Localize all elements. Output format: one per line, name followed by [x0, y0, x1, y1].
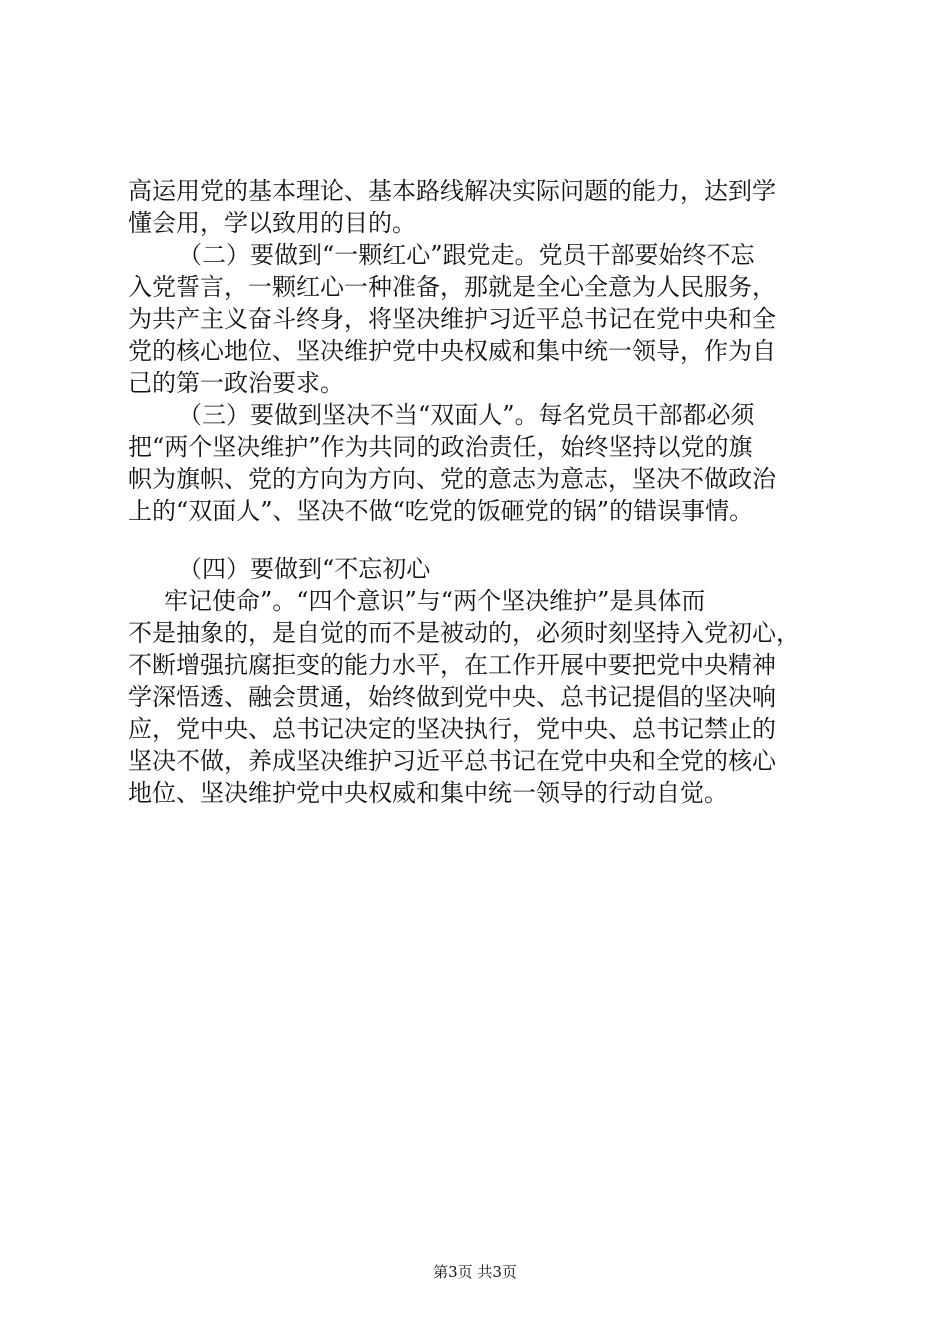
paragraph-heading-3: （三）要做到坚决不当“双面人”。每名党员干部都必须: [178, 401, 755, 429]
paragraph-heading-2: （二）要做到“一颗红心”跟党走。党员干部要始终不忘: [178, 241, 755, 269]
text-line: 应，党中央、总书记决定的坚决执行，党中央、总书记禁止的: [128, 715, 776, 743]
text-line: 上的“双面人”、坚决不做“吃党的饭砸党的锅”的错误事情。: [128, 497, 754, 525]
text-line: 入党誓言，一颗红心一种准备，那就是全心全意为人民服务，: [128, 273, 776, 301]
text-line: 为共产主义奋斗终身，将坚决维护习近平总书记在党中央和全: [128, 305, 776, 333]
text-line: 牢记使命”。“四个意识”与“两个坚决维护”是具体而: [164, 587, 706, 615]
text-line: 懂会用，学以致用的目的。: [128, 209, 416, 237]
text-line: 不是抽象的，是自觉的而不是被动的，必须时刻坚持入党初心，: [128, 619, 800, 647]
text-line: 高运用党的基本理论、基本路线解决实际问题的能力，达到学: [128, 177, 776, 205]
text-line: 不断增强抗腐拒变的能力水平，在工作开展中要把党中央精神: [128, 651, 776, 679]
page-number-footer: 第3页 共3页: [433, 1263, 517, 1281]
paragraph-gap: [128, 527, 833, 553]
paragraph-heading-4: （四）要做到“不忘初心: [178, 555, 431, 583]
text-line: 把“两个坚决维护”作为共同的政治责任，始终坚持以党的旗: [128, 433, 753, 461]
text-line: 坚决不做，养成坚决维护习近平总书记在党中央和全党的核心: [128, 747, 776, 775]
document-body: [128, 175, 833, 809]
text-line: 学深悟透、融会贯通，始终做到党中央、总书记提倡的坚决响: [128, 683, 776, 711]
text-line: 地位、坚决维护党中央权威和集中统一领导的行动自觉。: [128, 779, 728, 807]
text-line: 帜为旗帜、党的方向为方向、党的意志为意志，坚决不做政治: [128, 465, 776, 493]
text-line: 党的核心地位、坚决维护党中央权威和集中统一领导，作为自: [128, 337, 776, 365]
text-line: 己的第一政治要求。: [128, 369, 344, 397]
